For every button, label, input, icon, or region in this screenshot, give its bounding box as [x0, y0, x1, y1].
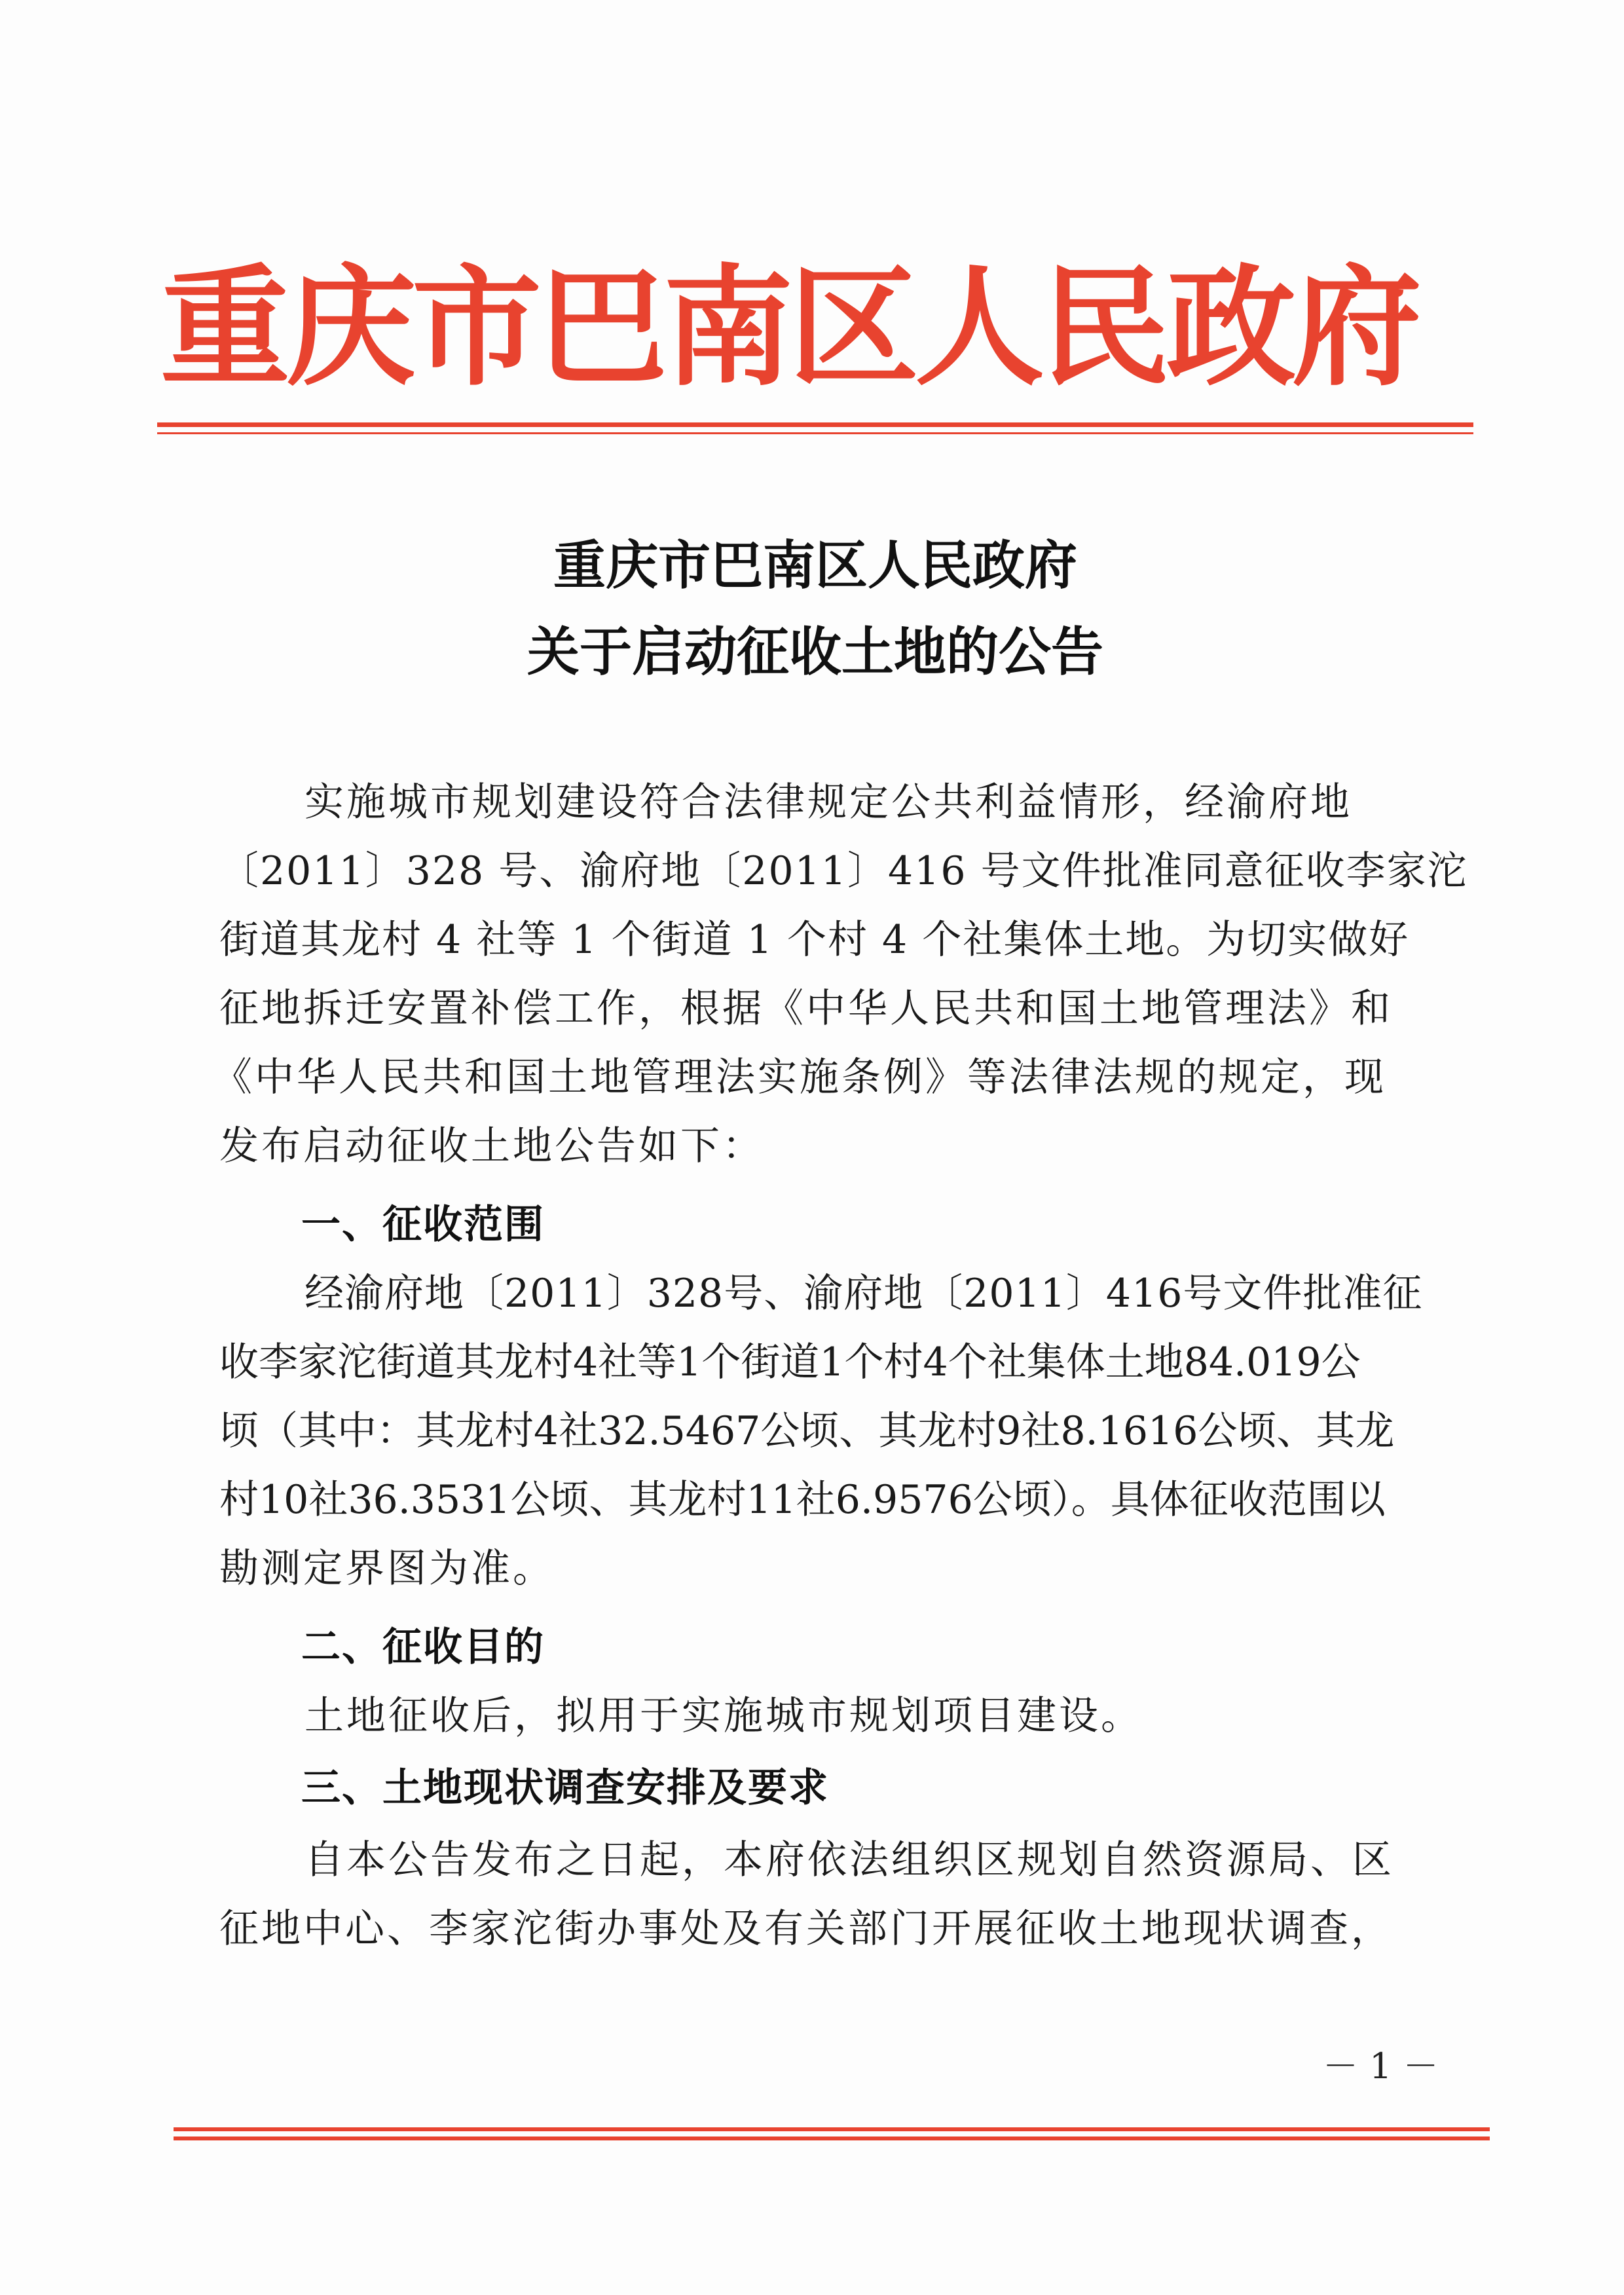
section1-line-3: 顷（其中：其龙村4社32.5467公顷、其龙村9社8.1616公顷、其龙	[219, 1408, 1395, 1454]
document-title-line-2: 关于启动征收土地的公告	[527, 621, 1103, 682]
section1-line-1: 经渝府地〔2011〕328号、渝府地〔2011〕416号文件批准征	[304, 1271, 1423, 1316]
intro-line-6: 发布启动征收土地公告如下：	[219, 1123, 764, 1169]
masthead-divider-thin	[157, 432, 1473, 434]
section1-line-2: 收李家沱街道其龙村4社等1个街道1个村4个社集体土地84.019公	[219, 1339, 1361, 1385]
intro-line-5: 《中华人民共和国土地管理法实施条例》等法律法规的规定，现	[213, 1054, 1386, 1100]
footer-divider-top	[174, 2127, 1490, 2131]
intro-line-2: 〔2011〕328 号、渝府地〔2011〕416 号文件批准同意征收李家沱	[219, 848, 1468, 894]
section-heading-survey: 三、土地现状调查安排及要求	[301, 1765, 829, 1811]
section3-line-2: 征地中心、李家沱街办事处及有关部门开展征收土地现状调查，	[219, 1906, 1393, 1952]
section-heading-purpose: 二、征收目的	[301, 1624, 545, 1670]
section-heading-scope: 一、征收范围	[301, 1202, 545, 1248]
intro-line-3: 街道其龙村 4 社等 1 个街道 1 个村 4 个社集体土地。为切实做好	[219, 917, 1410, 963]
section1-line-4: 村10社36.3531公顷、其龙村11社6.9576公顷）。具体征收范围以	[219, 1477, 1386, 1523]
document-title-line-1: 重庆市巴南区人民政府	[553, 534, 1077, 596]
issuer-masthead: 重庆市巴南区人民政府	[160, 251, 1418, 403]
footer-divider-bottom	[174, 2136, 1490, 2140]
section3-line-1: 自本公告发布之日起，本府依法组织区规划自然资源局、区	[304, 1837, 1394, 1883]
page-number: － 1 －	[1323, 2045, 1439, 2087]
intro-line-4: 征地拆迁安置补偿工作，根据《中华人民共和国土地管理法》和	[219, 986, 1393, 1032]
masthead-divider-thick	[157, 422, 1473, 427]
section1-line-5: 勘测定界图为准。	[219, 1546, 555, 1592]
section2-line-1: 土地征收后，拟用于实施城市规划项目建设。	[304, 1693, 1143, 1739]
intro-line-1: 实施城市规划建设符合法律规定公共利益情形，经渝府地	[304, 779, 1352, 825]
